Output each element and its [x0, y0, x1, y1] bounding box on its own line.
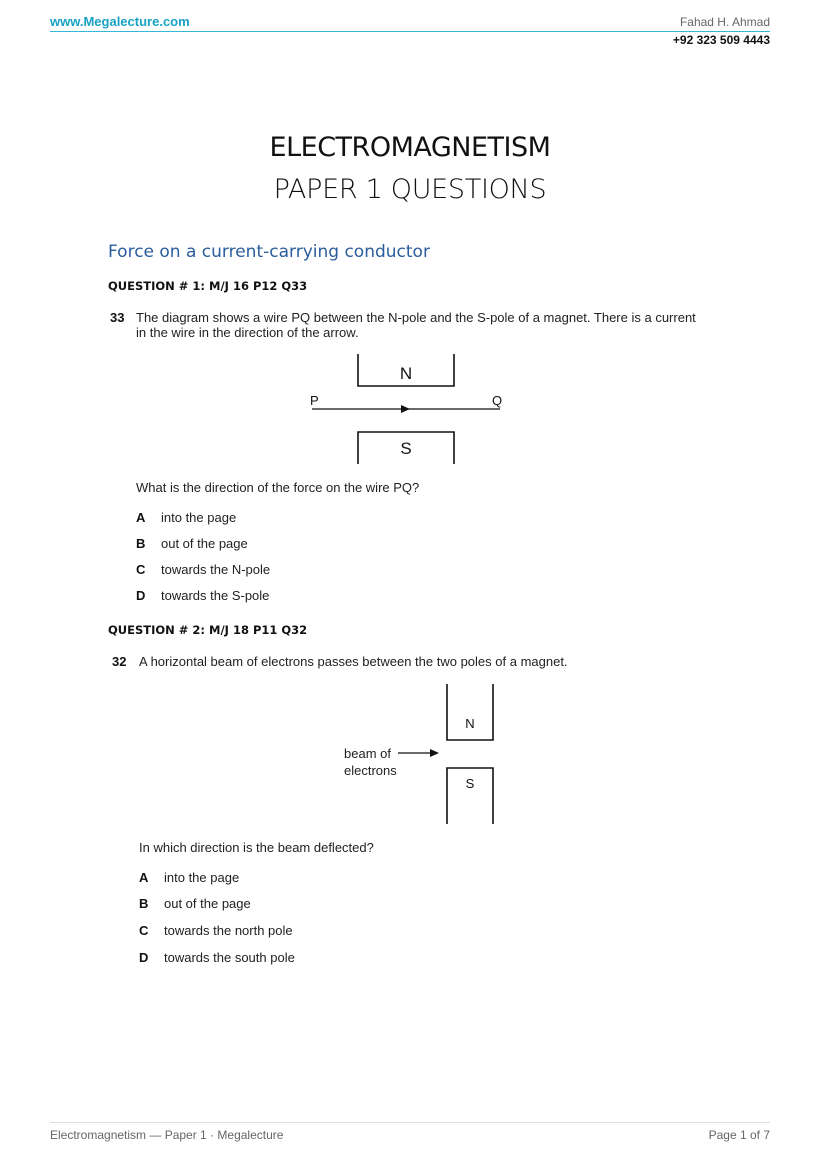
beam-label-line1: beam of — [344, 746, 391, 761]
electron-beam-diagram — [330, 680, 510, 828]
option-text: towards the north pole — [164, 923, 293, 938]
question-text-line: The diagram shows a wire PQ between the N-pole and the S-pole of a magnet. There is a current — [136, 310, 696, 325]
option-text: out of the page — [161, 536, 248, 551]
n-pole-label: N — [465, 716, 475, 731]
wire-end-label-p: P — [310, 393, 319, 408]
option-text: out of the page — [164, 896, 251, 911]
question-label: QUESTION # 1: M/J 16 P12 Q33 — [108, 279, 308, 293]
n-pole-label: N — [399, 364, 413, 383]
question-number: 32 — [112, 654, 127, 669]
header-divider — [50, 31, 770, 32]
question-text-line: in the wire in the direction of the arrow. — [136, 325, 359, 340]
question-text-line: A horizontal beam of electrons passes between the two poles of a magnet. — [139, 654, 568, 669]
author-name: Fahad H. Ahmad — [679, 15, 770, 29]
beam-arrow-icon — [430, 749, 439, 757]
magnet-wire-diagram — [300, 350, 520, 468]
option-letter: C — [136, 562, 146, 577]
option-letter: A — [139, 870, 149, 885]
section-heading: Force on a current-carrying conductor — [108, 242, 430, 262]
question-prompt: In which direction is the beam deflected? — [139, 840, 374, 855]
wire-end-label-q: Q — [492, 393, 503, 408]
option-letter: B — [136, 536, 146, 551]
question-number: 33 — [110, 310, 125, 325]
question-prompt: What is the direction of the force on the wire PQ? — [136, 480, 420, 495]
option-letter: A — [136, 510, 146, 525]
s-pole-label: S — [465, 776, 475, 791]
option-text: towards the S-pole — [161, 588, 270, 603]
s-pole-label: S — [400, 439, 412, 458]
option-text: towards the south pole — [164, 950, 295, 965]
author-phone: +92 323 509 4443 — [672, 33, 770, 47]
footer-title: Electromagnetism — Paper 1 · Megalecture — [50, 1128, 284, 1142]
n-pole-outline — [447, 684, 493, 740]
current-arrow-icon — [401, 405, 410, 413]
document-title: ELECTROMAGNETISM — [269, 132, 551, 163]
option-text: into the page — [161, 510, 237, 525]
question-label: QUESTION # 2: M/J 18 P11 Q32 — [108, 623, 308, 637]
option-letter: C — [139, 923, 149, 938]
site-link[interactable]: www.Megalecture.com — [50, 14, 190, 29]
footer-divider — [50, 1122, 770, 1123]
beam-label-line2: electrons — [344, 763, 397, 778]
option-text: into the page — [164, 870, 240, 885]
option-letter: D — [139, 950, 149, 965]
page-number: Page 1 of 7 — [708, 1128, 770, 1142]
document-subtitle: PAPER 1 QUESTIONS — [273, 174, 547, 205]
option-letter: D — [136, 588, 146, 603]
option-letter: B — [139, 896, 149, 911]
option-text: towards the N-pole — [161, 562, 271, 577]
